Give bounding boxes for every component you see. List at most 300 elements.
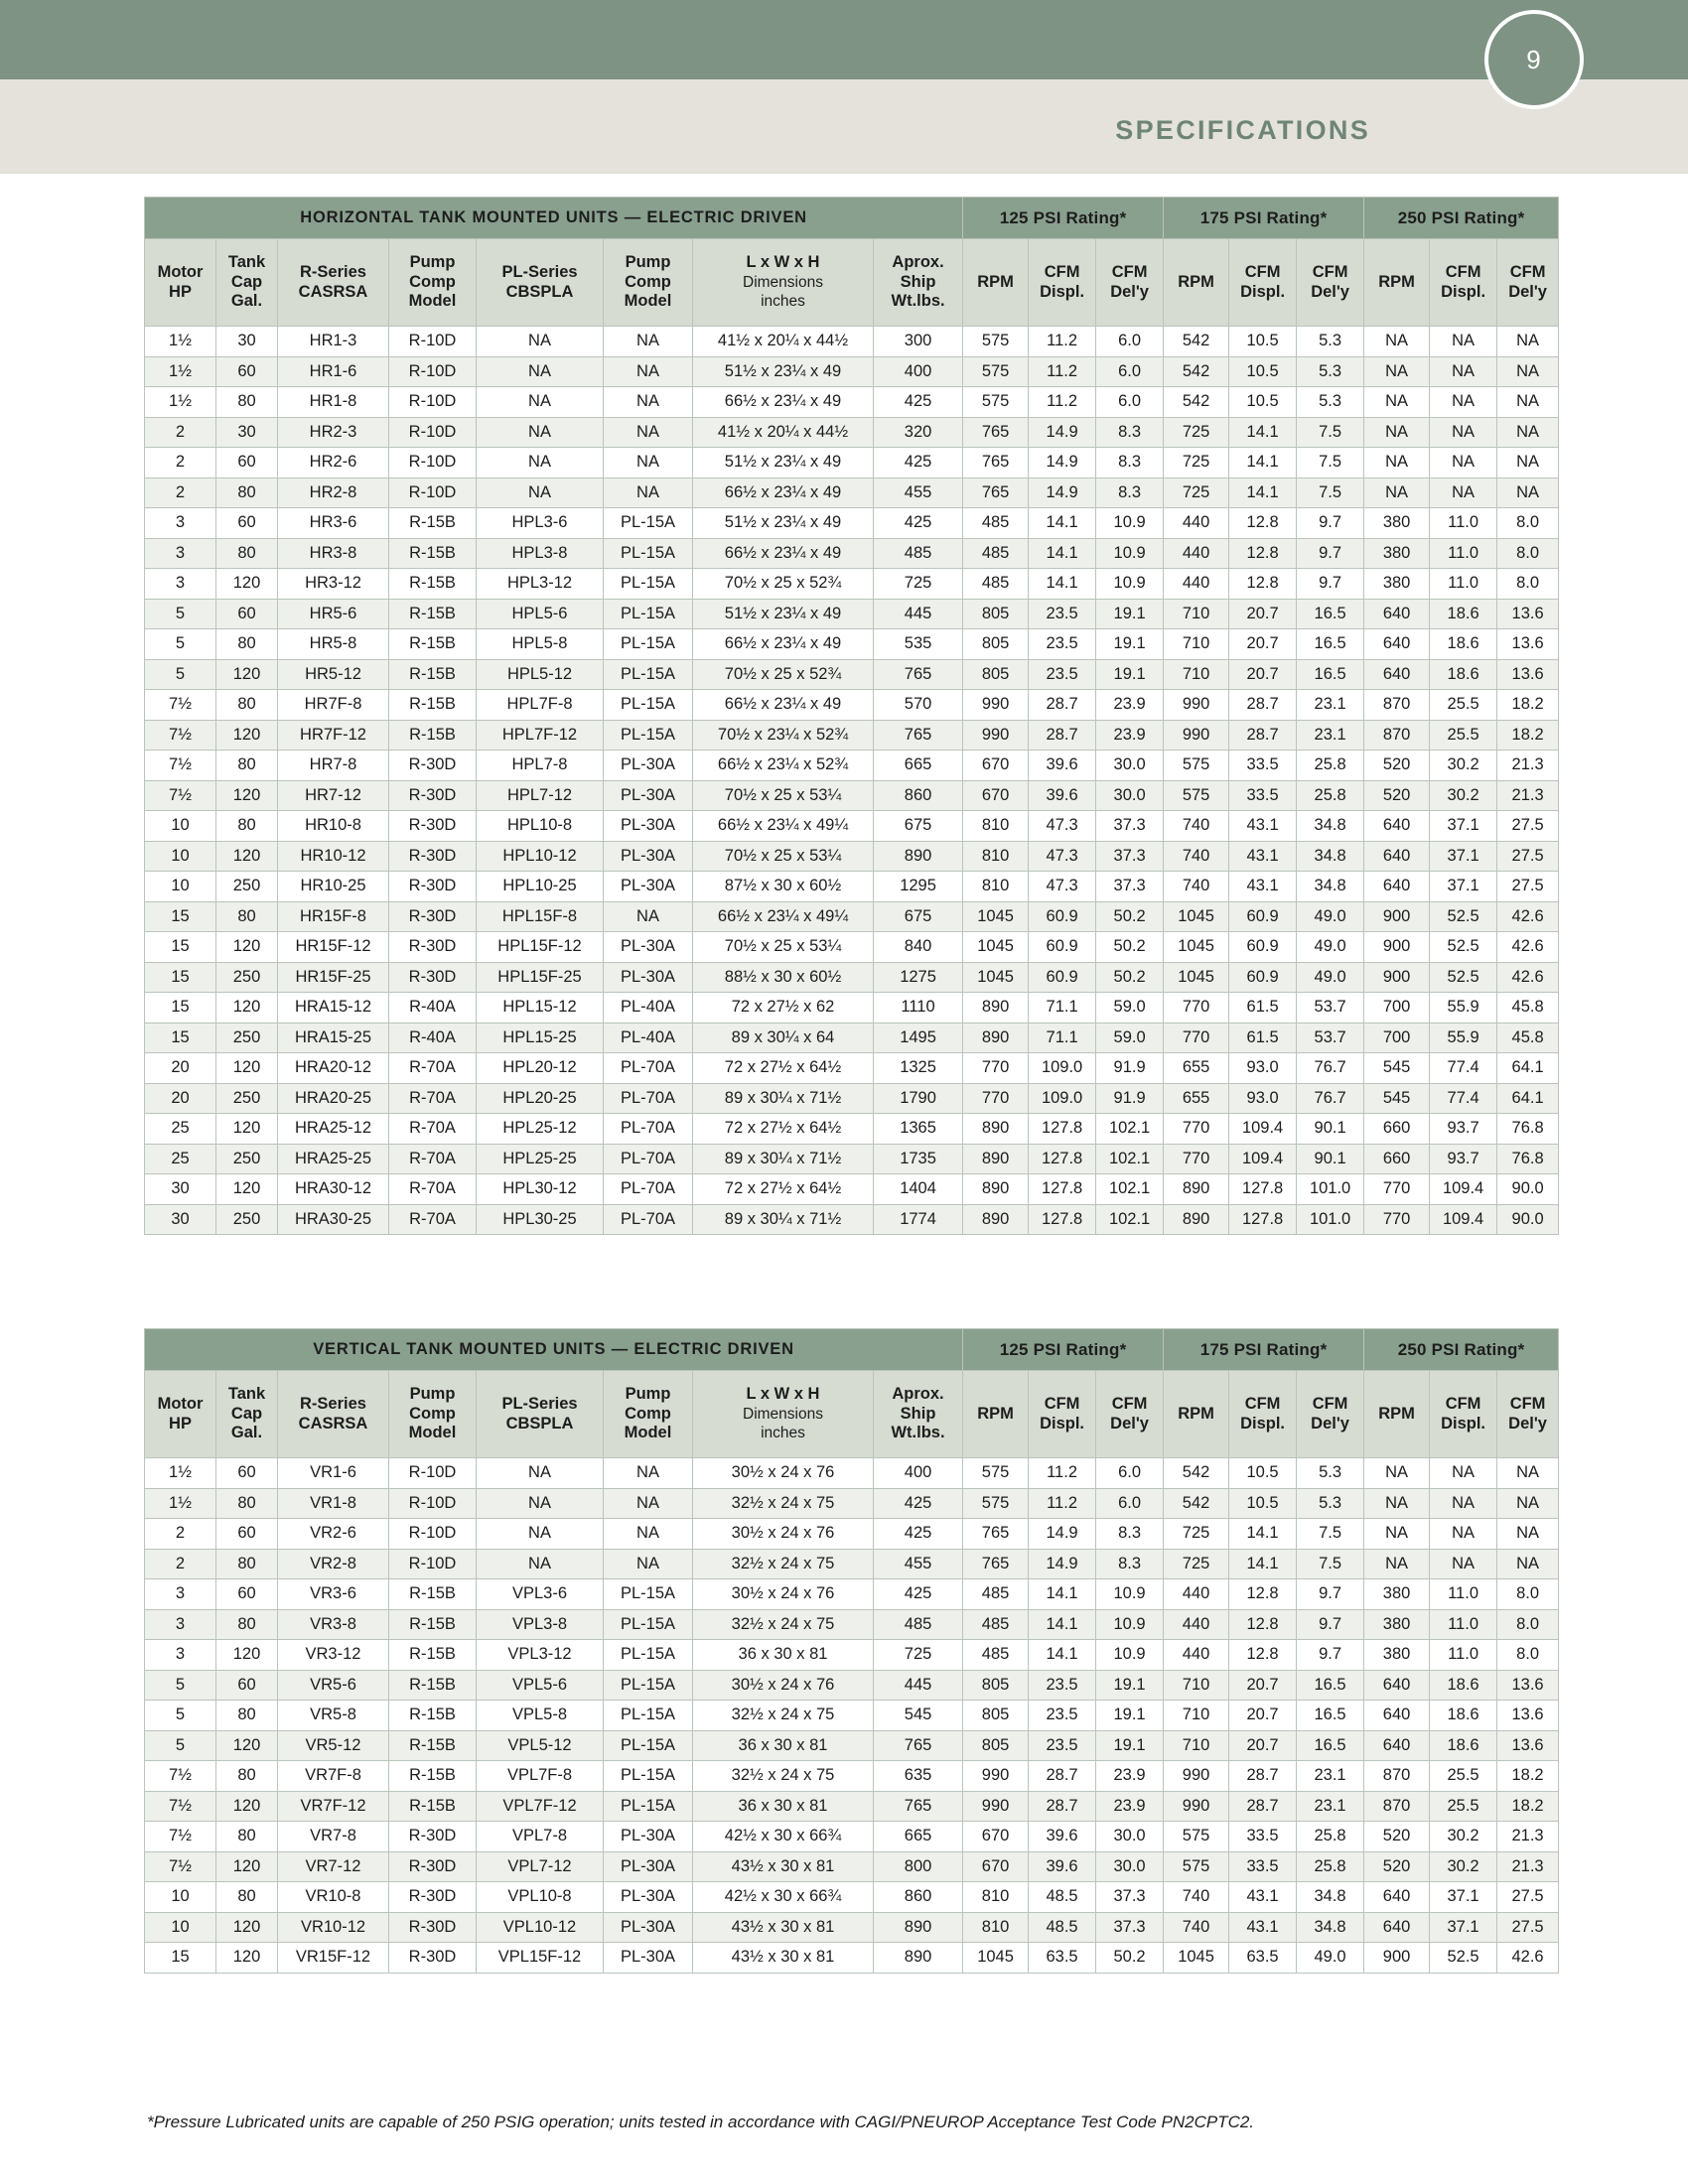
table-cell: VPL7-12	[477, 1851, 604, 1882]
table-cell: 520	[1364, 1822, 1430, 1852]
table-cell: 16.5	[1297, 599, 1364, 629]
table-cell: 76.7	[1297, 1083, 1364, 1114]
table-cell: 740	[1164, 1912, 1229, 1943]
table-cell: 25.8	[1297, 751, 1364, 781]
table-cell: 30½ x 24 x 76	[693, 1519, 874, 1550]
table-cell: 39.6	[1029, 1851, 1096, 1882]
table-cell: 660	[1364, 1114, 1430, 1145]
table-cell: NA	[477, 448, 604, 478]
table-cell: 765	[963, 1549, 1029, 1579]
table-cell: HRA15-25	[278, 1023, 389, 1053]
table-cell: R-30D	[389, 811, 477, 842]
table-cell: 127.8	[1029, 1114, 1096, 1145]
table-cell: PL-15A	[604, 629, 693, 660]
table-cell: 77.4	[1430, 1053, 1497, 1084]
table-cell: VPL7F-12	[477, 1791, 604, 1822]
footnote: *Pressure Lubricated units are capable of 250 PSIG operation; units tested in accordance with CAGI/PNEUROP Acceptance Test Code PN2CPTC2.	[147, 2113, 1255, 2131]
table-cell: NA	[1364, 1458, 1430, 1489]
table-cell: VPL7F-8	[477, 1761, 604, 1792]
table-row	[145, 629, 1559, 660]
table-cell: 765	[874, 1791, 963, 1822]
table-cell: 70½ x 25 x 52¾	[693, 659, 874, 690]
table-cell: VR3-12	[278, 1640, 389, 1671]
col-motor-hp: Motor HP	[145, 1371, 216, 1458]
table-cell: R-15B	[389, 599, 477, 629]
table-cell: 28.7	[1029, 1791, 1096, 1822]
table-cell: R-30D	[389, 1912, 477, 1943]
table-row	[145, 1053, 1559, 1084]
table-cell: 60.9	[1029, 901, 1096, 932]
table-cell: 445	[874, 599, 963, 629]
table-cell: HRA15-12	[278, 993, 389, 1024]
table-cell: 7.5	[1297, 1519, 1364, 1550]
table-cell: 1045	[963, 962, 1029, 993]
table-cell: 485	[963, 538, 1029, 569]
col-rpm-125: RPM	[963, 239, 1029, 327]
table-cell: 70½ x 23¼ x 52¾	[693, 720, 874, 751]
table-cell: HPL20-12	[477, 1053, 604, 1084]
table-cell: 120	[216, 1114, 278, 1145]
table-cell: PL-70A	[604, 1174, 693, 1205]
table-cell: R-15B	[389, 1791, 477, 1822]
table-cell: 49.0	[1297, 962, 1364, 993]
col-pump-comp-model-r: Pump Comp Model	[389, 239, 477, 327]
table-cell: 34.8	[1297, 841, 1364, 872]
table-cell: 14.9	[1029, 448, 1096, 478]
table-row	[145, 1144, 1559, 1174]
table-cell: PL-15A	[604, 1579, 693, 1610]
table-cell: 9.7	[1297, 508, 1364, 539]
table-cell: 6.0	[1096, 356, 1164, 387]
table-cell: 28.7	[1229, 720, 1297, 751]
table-cell: R-15B	[389, 508, 477, 539]
table-cell: 7.5	[1297, 417, 1364, 448]
table-cell: 63.5	[1029, 1943, 1096, 1974]
table-cell: 60	[216, 1458, 278, 1489]
table-cell: R-10D	[389, 356, 477, 387]
table-cell: 60	[216, 1670, 278, 1701]
table-cell: 30.2	[1430, 1851, 1497, 1882]
table-cell: 60.9	[1229, 932, 1297, 963]
table-row	[145, 1023, 1559, 1053]
col-dimensions: L x W x H Dimensions inches	[693, 1371, 874, 1458]
table-cell: 320	[874, 417, 963, 448]
table-cell: 15	[145, 962, 216, 993]
table-cell: 120	[216, 1943, 278, 1974]
rating-group-250: 250 PSI Rating*	[1364, 198, 1559, 239]
table-cell: 670	[963, 751, 1029, 781]
table-cell: 1½	[145, 387, 216, 418]
table-cell: 28.7	[1029, 720, 1096, 751]
table-cell: NA	[604, 448, 693, 478]
table-cell: 770	[1364, 1204, 1430, 1235]
table-cell: 725	[1164, 448, 1229, 478]
table-cell: 990	[1164, 1791, 1229, 1822]
rating-group-125: 125 PSI Rating*	[963, 1329, 1164, 1371]
table-cell: 635	[874, 1761, 963, 1792]
table-cell: 30	[216, 327, 278, 357]
table-cell: NA	[1497, 1488, 1559, 1519]
table-cell: 18.2	[1497, 1791, 1559, 1822]
table-cell: 7.5	[1297, 478, 1364, 508]
table-cell: 120	[216, 1912, 278, 1943]
table-cell: 37.3	[1096, 811, 1164, 842]
table-cell: 90.0	[1497, 1204, 1559, 1235]
table-cell: VR3-6	[278, 1579, 389, 1610]
table-cell: 870	[1364, 690, 1430, 721]
table-row	[145, 1943, 1559, 1974]
table-cell: 710	[1164, 629, 1229, 660]
table-cell: 8.3	[1096, 1519, 1164, 1550]
table-cell: 66½ x 23¼ x 49¼	[693, 901, 874, 932]
table-cell: 30.2	[1430, 751, 1497, 781]
table-cell: 2	[145, 478, 216, 508]
table-cell: 400	[874, 356, 963, 387]
table-cell: HPL7F-12	[477, 720, 604, 751]
table-cell: HPL5-6	[477, 599, 604, 629]
table-cell: R-40A	[389, 993, 477, 1024]
table-cell: 425	[874, 387, 963, 418]
table-cell: 52.5	[1430, 1943, 1497, 1974]
table-cell: 90.0	[1497, 1174, 1559, 1205]
table-cell: 60	[216, 599, 278, 629]
table-cell: PL-30A	[604, 872, 693, 902]
table-cell: 34.8	[1297, 1912, 1364, 1943]
table-cell: NA	[604, 1458, 693, 1489]
table-row	[145, 690, 1559, 721]
table-cell: PL-15A	[604, 538, 693, 569]
table-cell: 80	[216, 1822, 278, 1852]
table-cell: 13.6	[1497, 659, 1559, 690]
table-cell: HRA20-25	[278, 1083, 389, 1114]
table-row	[145, 448, 1559, 478]
table-cell: R-70A	[389, 1083, 477, 1114]
table-cell: 12.8	[1229, 1579, 1297, 1610]
table-cell: 37.3	[1096, 1912, 1164, 1943]
table-cell: 1295	[874, 872, 963, 902]
table-cell: 8.3	[1096, 417, 1164, 448]
table-row	[145, 356, 1559, 387]
table-cell: 120	[216, 993, 278, 1024]
table-row	[145, 538, 1559, 569]
table-cell: 6.0	[1096, 327, 1164, 357]
table-cell: R-15B	[389, 569, 477, 600]
table-cell: 900	[1364, 962, 1430, 993]
table-cell: 66½ x 23¼ x 49	[693, 478, 874, 508]
table-cell: HPL10-25	[477, 872, 604, 902]
table-cell: 76.8	[1497, 1114, 1559, 1145]
table-cell: 665	[874, 751, 963, 781]
table-cell: 10.5	[1229, 356, 1297, 387]
table-cell: 300	[874, 327, 963, 357]
table-cell: 33.5	[1229, 780, 1297, 811]
table-cell: 87½ x 30 x 60½	[693, 872, 874, 902]
table-cell: 5	[145, 1670, 216, 1701]
table-cell: 770	[963, 1053, 1029, 1084]
table-cell: 51½ x 23¼ x 49	[693, 508, 874, 539]
table-cell: 8.0	[1497, 1640, 1559, 1671]
table-cell: 120	[216, 1053, 278, 1084]
table-cell: 710	[1164, 1701, 1229, 1731]
table-cell: 109.4	[1229, 1144, 1297, 1174]
table-cell: 1774	[874, 1204, 963, 1235]
table-cell: 2	[145, 448, 216, 478]
table-cell: PL-70A	[604, 1053, 693, 1084]
table-cell: HR10-8	[278, 811, 389, 842]
table-cell: 6.0	[1096, 1488, 1164, 1519]
table-cell: R-10D	[389, 1519, 477, 1550]
table-cell: 14.1	[1229, 478, 1297, 508]
table-cell: 120	[216, 720, 278, 751]
table-cell: 39.6	[1029, 751, 1096, 781]
table-cell: 14.9	[1029, 478, 1096, 508]
table-cell: 80	[216, 1488, 278, 1519]
table-cell: R-15B	[389, 1579, 477, 1610]
table-row	[145, 901, 1559, 932]
table-cell: 13.6	[1497, 1670, 1559, 1701]
table-cell: 20	[145, 1053, 216, 1084]
table-cell: 28.7	[1229, 1791, 1297, 1822]
table-cell: PL-30A	[604, 1822, 693, 1852]
table-cell: 120	[216, 1174, 278, 1205]
table-cell: R-70A	[389, 1114, 477, 1145]
table-cell: R-15B	[389, 720, 477, 751]
table-cell: 80	[216, 1609, 278, 1640]
table-cell: 41½ x 20¼ x 44½	[693, 417, 874, 448]
table-cell: 5.3	[1297, 1488, 1364, 1519]
table-cell: 770	[1164, 1023, 1229, 1053]
table-cell: NA	[1430, 387, 1497, 418]
table-cell: 93.0	[1229, 1083, 1297, 1114]
table-cell: NA	[477, 356, 604, 387]
table-row	[145, 1083, 1559, 1114]
table-cell: 30.0	[1096, 780, 1164, 811]
table-cell: 59.0	[1096, 1023, 1164, 1053]
table-cell: 13.6	[1497, 1701, 1559, 1731]
table-cell: 88½ x 30 x 60½	[693, 962, 874, 993]
table-cell: 1790	[874, 1083, 963, 1114]
table-cell: HR15F-12	[278, 932, 389, 963]
table-cell: 18.2	[1497, 1761, 1559, 1792]
table-cell: 11.0	[1430, 538, 1497, 569]
table-cell: 545	[1364, 1053, 1430, 1084]
table-row	[145, 1174, 1559, 1205]
table-cell: 5	[145, 659, 216, 690]
table-cell: 60	[216, 1519, 278, 1550]
table-cell: NA	[1430, 356, 1497, 387]
table-cell: 520	[1364, 780, 1430, 811]
table-cell: 37.3	[1096, 841, 1164, 872]
table-cell: NA	[1364, 417, 1430, 448]
col-cfm-displ-125: CFM Displ.	[1029, 239, 1096, 327]
table-cell: 535	[874, 629, 963, 660]
table-cell: 710	[1164, 1730, 1229, 1761]
table-cell: 2	[145, 417, 216, 448]
table-cell: PL-70A	[604, 1144, 693, 1174]
table-cell: 7½	[145, 1851, 216, 1882]
table-cell: 37.1	[1430, 811, 1497, 842]
table-cell: 1045	[1164, 1943, 1229, 1974]
table-cell: HPL3-6	[477, 508, 604, 539]
table-cell: NA	[1497, 1519, 1559, 1550]
table-cell: R-30D	[389, 901, 477, 932]
table-cell: 542	[1164, 1488, 1229, 1519]
table-row	[145, 1204, 1559, 1235]
table-cell: 13.6	[1497, 1730, 1559, 1761]
table-row	[145, 1458, 1559, 1489]
col-tank-cap: Tank Cap Gal.	[216, 1371, 278, 1458]
table-cell: 72 x 27½ x 64½	[693, 1053, 874, 1084]
table-cell: 990	[1164, 690, 1229, 721]
table-cell: 575	[1164, 1822, 1229, 1852]
table-cell: PL-15A	[604, 1640, 693, 1671]
table-cell: HRA25-12	[278, 1114, 389, 1145]
table-cell: 120	[216, 841, 278, 872]
table-cell: 120	[216, 932, 278, 963]
table-cell: 37.1	[1430, 1912, 1497, 1943]
table-cell: VPL10-8	[477, 1882, 604, 1913]
table-cell: 1495	[874, 1023, 963, 1053]
table-cell: 485	[874, 1609, 963, 1640]
table-cell: HR2-6	[278, 448, 389, 478]
table-cell: NA	[1364, 478, 1430, 508]
table-cell: 43.1	[1229, 1882, 1297, 1913]
table-cell: 60	[216, 1579, 278, 1610]
table-cell: 18.6	[1430, 1730, 1497, 1761]
table-cell: R-40A	[389, 1023, 477, 1053]
table-cell: 640	[1364, 629, 1430, 660]
table-cell: 840	[874, 932, 963, 963]
table-cell: 11.0	[1430, 1640, 1497, 1671]
table-cell: 545	[1364, 1083, 1430, 1114]
table-cell: 30½ x 24 x 76	[693, 1458, 874, 1489]
table-cell: PL-15A	[604, 508, 693, 539]
table-cell: 890	[1164, 1174, 1229, 1205]
table-cell: 72 x 27½ x 64½	[693, 1174, 874, 1205]
table-cell: 700	[1364, 1023, 1430, 1053]
col-rpm-175: RPM	[1164, 239, 1229, 327]
table-cell: 12.8	[1229, 1609, 1297, 1640]
table-cell: 710	[1164, 599, 1229, 629]
table-cell: 18.2	[1497, 720, 1559, 751]
table-cell: 10.9	[1096, 1640, 1164, 1671]
table-cell: 53.7	[1297, 1023, 1364, 1053]
table-cell: 60.9	[1229, 901, 1297, 932]
col-ship-weight: Aprox. Ship Wt.lbs.	[874, 1371, 963, 1458]
table-cell: 485	[963, 569, 1029, 600]
table-cell: NA	[1497, 327, 1559, 357]
table-cell: 70½ x 25 x 52¾	[693, 569, 874, 600]
table-cell: 12.8	[1229, 508, 1297, 539]
table-cell: 1325	[874, 1053, 963, 1084]
table-cell: 12.8	[1229, 1640, 1297, 1671]
table-cell: 64.1	[1497, 1083, 1559, 1114]
table-cell: 47.3	[1029, 841, 1096, 872]
table-cell: PL-30A	[604, 780, 693, 811]
table-cell: 890	[963, 1174, 1029, 1205]
horizontal-units-table-wrap	[144, 197, 1558, 1235]
col-r-series: R-Series CASRSA	[278, 239, 389, 327]
table-cell: 10.5	[1229, 387, 1297, 418]
table-cell: 10	[145, 872, 216, 902]
table-cell: 120	[216, 780, 278, 811]
table-cell: 23.5	[1029, 629, 1096, 660]
table-cell: 9.7	[1297, 1609, 1364, 1640]
table-cell: 25.8	[1297, 1851, 1364, 1882]
table-cell: PL-70A	[604, 1083, 693, 1114]
table-cell: 23.1	[1297, 720, 1364, 751]
table-cell: 3	[145, 1579, 216, 1610]
table-cell: 14.1	[1229, 448, 1297, 478]
table-cell: 42.6	[1497, 932, 1559, 963]
table-row	[145, 1851, 1559, 1882]
table-cell: 5	[145, 1701, 216, 1731]
table-cell: VR1-6	[278, 1458, 389, 1489]
table-row	[145, 659, 1559, 690]
table-cell: HPL7F-8	[477, 690, 604, 721]
table-cell: VR2-8	[278, 1549, 389, 1579]
table-cell: 61.5	[1229, 1023, 1297, 1053]
table-cell: 545	[874, 1701, 963, 1731]
table-cell: 990	[963, 690, 1029, 721]
table-cell: 53.7	[1297, 993, 1364, 1024]
table-cell: 870	[1364, 720, 1430, 751]
table-cell: HR5-8	[278, 629, 389, 660]
table-cell: 1045	[963, 932, 1029, 963]
table-row	[145, 569, 1559, 600]
table-cell: PL-30A	[604, 841, 693, 872]
table-cell: 32½ x 24 x 75	[693, 1488, 874, 1519]
table-cell: 52.5	[1430, 901, 1497, 932]
table-cell: 890	[874, 841, 963, 872]
table-cell: 765	[963, 478, 1029, 508]
table-cell: 27.5	[1497, 811, 1559, 842]
table-row	[145, 841, 1559, 872]
table-cell: NA	[604, 1549, 693, 1579]
table-cell: 66½ x 23¼ x 49	[693, 538, 874, 569]
table-cell: 127.8	[1229, 1174, 1297, 1205]
table-cell: 32½ x 24 x 75	[693, 1609, 874, 1640]
table-cell: 109.0	[1029, 1083, 1096, 1114]
table-cell: 21.3	[1497, 1822, 1559, 1852]
table-cell: 50.2	[1096, 901, 1164, 932]
table-cell: R-30D	[389, 1943, 477, 1974]
table-cell: 640	[1364, 1912, 1430, 1943]
table-cell: R-15B	[389, 659, 477, 690]
table-cell: PL-70A	[604, 1204, 693, 1235]
table-cell: 70½ x 25 x 53¼	[693, 932, 874, 963]
horizontal-units-table	[144, 197, 1559, 1235]
table-cell: 3	[145, 569, 216, 600]
col-cfm-displ-175: CFM Displ.	[1229, 1371, 1297, 1458]
table-cell: 640	[1364, 659, 1430, 690]
table-row	[145, 720, 1559, 751]
table-cell: 16.5	[1297, 659, 1364, 690]
table-cell: 19.1	[1096, 1670, 1164, 1701]
table-cell: HR15F-8	[278, 901, 389, 932]
table-cell: 8.3	[1096, 1549, 1164, 1579]
table-row	[145, 1609, 1559, 1640]
table-cell: HR15F-25	[278, 962, 389, 993]
table-cell: 12.8	[1229, 538, 1297, 569]
table-cell: 14.1	[1229, 417, 1297, 448]
table-cell: 3	[145, 508, 216, 539]
table-cell: 770	[963, 1083, 1029, 1114]
table-cell: 59.0	[1096, 993, 1164, 1024]
table-cell: 20.7	[1229, 659, 1297, 690]
table-cell: 80	[216, 478, 278, 508]
table-cell: 765	[874, 720, 963, 751]
